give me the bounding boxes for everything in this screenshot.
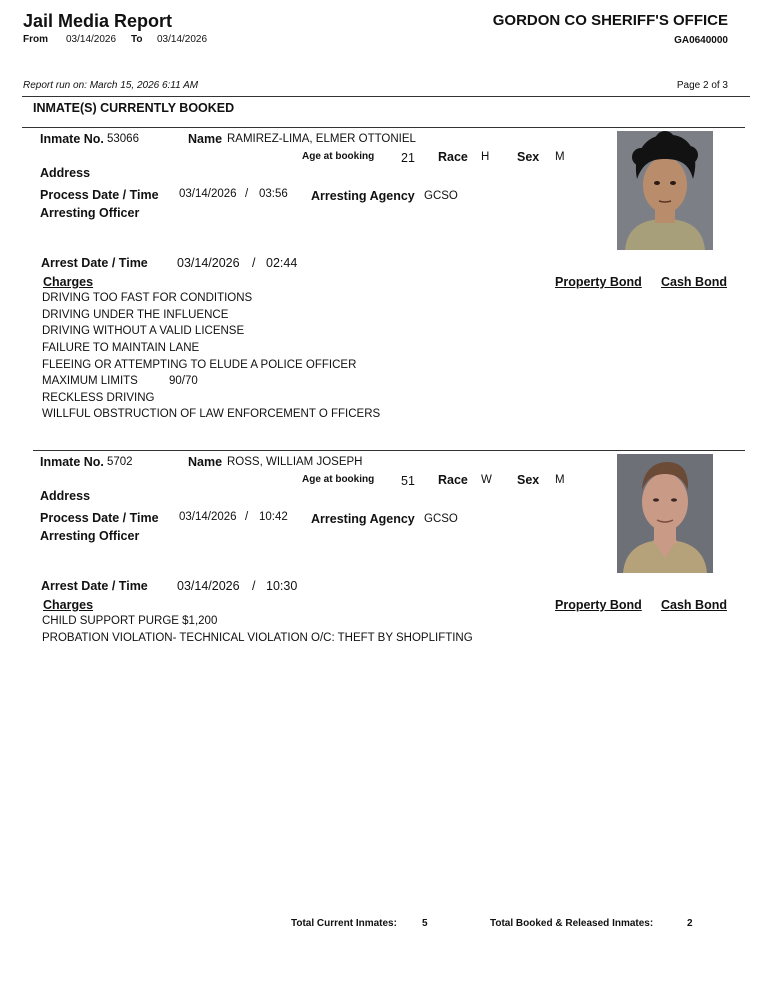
process-time: 10:42 [259,511,288,523]
process-time: 03:56 [259,188,288,200]
report-run-on: Report run on: March 15, 2026 6:11 AM [23,80,199,91]
address-label: Address [40,166,91,180]
to-date: 03/14/2026 [157,34,208,45]
race-label: Race [438,473,468,487]
process-date: 03/14/2026 [179,511,237,523]
charge-item: CHILD SUPPORT PURGE $1,200 [42,615,218,627]
section-divider [22,127,745,128]
charge-item: MAXIMUM LIMITS [42,375,138,387]
cash-bond-label: Cash Bond [661,275,727,289]
property-bond-label: Property Bond [555,275,642,289]
race-value: H [481,151,490,163]
inmate-photo [617,454,713,573]
agency-label: Arresting Agency [311,189,415,203]
arrest-label: Arrest Date / Time [41,256,148,270]
arrest-time: 02:44 [266,256,298,270]
section-title: INMATE(S) CURRENTLY BOOKED [33,101,235,115]
inmate-no-value: 5702 [107,456,133,468]
charge-item: WILLFUL OBSTRUCTION OF LAW ENFORCEMENT O FFICERS [42,408,381,420]
inmate-name: ROSS, WILLIAM JOSEPH [227,456,363,468]
arrest-label: Arrest Date / Time [41,579,148,593]
cash-bond-label: Cash Bond [661,598,727,612]
age-label: Age at booking [302,151,375,162]
address-label: Address [40,489,91,503]
officer-label: Arresting Officer [40,206,140,220]
name-label: Name [188,455,223,469]
charge-note: 90/70 [169,375,198,387]
sex-value: M [555,474,565,486]
charge-item: DRIVING UNDER THE INFLUENCE [42,309,229,321]
total-booked-released-label: Total Booked & Released Inmates: [490,918,654,929]
from-date: 03/14/2026 [66,34,117,45]
process-date: 03/14/2026 [179,188,237,200]
inmate-no-label: Inmate No. [40,455,104,469]
process-label: Process Date / Time [40,511,159,525]
arrest-date: 03/14/2026 [177,256,240,270]
officer-label: Arresting Officer [40,529,140,543]
sex-value: M [555,151,565,163]
agency-value: GCSO [424,513,458,525]
total-current-label: Total Current Inmates: [291,918,397,929]
age-label: Age at booking [302,474,375,485]
arrest-slash: / [252,256,256,270]
sex-label: Sex [517,150,540,164]
property-bond-label: Property Bond [555,598,642,612]
process-slash: / [245,188,249,200]
to-label: To [131,34,143,45]
inmate-no-label: Inmate No. [40,132,104,146]
arrest-date: 03/14/2026 [177,579,240,593]
arrest-time: 10:30 [266,579,298,593]
age-value: 21 [401,151,415,165]
report-title: Jail Media Report [23,11,173,31]
charge-item: FLEEING OR ATTEMPTING TO ELUDE A POLICE OFFICER [42,359,357,371]
charge-item: DRIVING TOO FAST FOR CONDITIONS [42,292,253,304]
charge-item: FAILURE TO MAINTAIN LANE [42,342,200,354]
inmate-name: RAMIREZ-LIMA, ELMER OTTONIEL [227,133,416,145]
charge-item: PROBATION VIOLATION- TECHNICAL VIOLATION O/C: THEFT BY SHOPLIFTING [42,632,473,644]
name-label: Name [188,132,223,146]
charge-item: RECKLESS DRIVING [42,392,155,404]
sex-label: Sex [517,473,540,487]
charges-label: Charges [43,598,94,612]
process-label: Process Date / Time [40,188,159,202]
process-slash: / [245,511,249,523]
ori-code: GA0640000 [674,35,728,46]
total-current-value: 5 [422,918,428,929]
mugshot-image [617,454,713,573]
charge-item: DRIVING WITHOUT A VALID LICENSE [42,325,245,337]
race-value: W [481,474,492,486]
inmate-no-value: 53066 [107,133,139,145]
age-value: 51 [401,474,415,488]
record-divider [33,450,745,451]
header-divider [22,96,750,97]
page-indicator: Page 2 of 3 [676,80,728,91]
agency-label: Arresting Agency [311,512,415,526]
total-booked-released-value: 2 [687,918,693,929]
from-label: From [23,34,48,45]
arrest-slash: / [252,579,256,593]
agency-name: GORDON CO SHERIFF'S OFFICE [492,12,728,29]
mugshot-image [617,131,713,250]
inmate-photo [617,131,713,250]
agency-value: GCSO [424,190,458,202]
charges-label: Charges [43,275,94,289]
race-label: Race [438,150,468,164]
